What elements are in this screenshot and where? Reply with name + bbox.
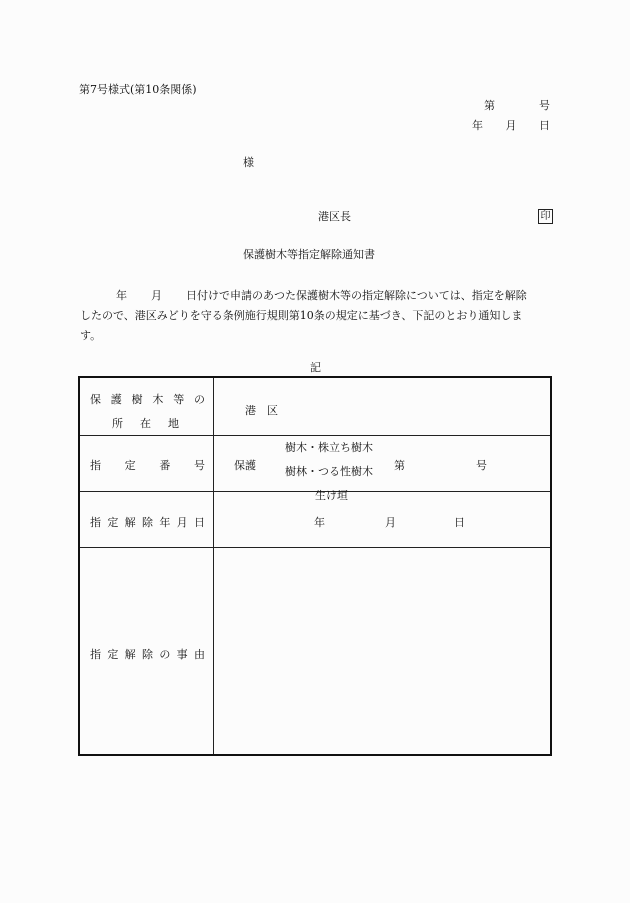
document-title: 保護樹木等指定解除通知書 (243, 248, 375, 261)
issue-date-month: 月 (505, 119, 517, 132)
body-text-line3: す。 (80, 329, 102, 342)
option-hedge: 生け垣 (315, 489, 348, 502)
release-reason-value[interactable] (220, 554, 540, 744)
designation-dai: 第 (394, 459, 405, 472)
issue-date-day: 日 (539, 119, 550, 132)
location-value: 港 区 (245, 404, 278, 417)
option-tree: 樹木・株立ち樹木 (285, 441, 373, 454)
details-table (78, 376, 552, 756)
label-location (90, 391, 205, 431)
label-location-line1: 保 護 樹 木 等 の (90, 393, 205, 406)
release-date-day: 日 (454, 516, 465, 529)
doc-number (484, 100, 550, 111)
row-divider-1 (80, 435, 550, 436)
release-date-month: 月 (385, 516, 396, 529)
issue-date-year: 年 (472, 119, 483, 132)
ki-label: 記 (310, 361, 321, 374)
doc-number-suffix: 号 (539, 99, 550, 112)
label-location-line2: 所 在 地 (112, 417, 179, 430)
issuer: 港区長 (318, 210, 351, 223)
body-year: 年 (116, 289, 127, 302)
form-number: 第7号様式(第10条関係) (79, 83, 197, 96)
label-release-date: 指 定 解 除 年 月 日 (90, 516, 205, 529)
issue-date (472, 120, 550, 131)
seal-mark: 印 (538, 209, 553, 224)
body-text-line2: したので、港区みどりを守る条例施行規則第10条の規定に基づき、下記のとおり通知しま (80, 309, 523, 322)
protection-prefix: 保護 (234, 459, 256, 472)
body-text-line1: 日付けで申請のあつた保護樹木等の指定解除については、指定を解除 (186, 289, 527, 302)
option-forest: 樹林・つる性樹木 (285, 465, 373, 478)
row-divider-3 (80, 547, 550, 548)
designation-go: 号 (476, 459, 487, 472)
body-month: 月 (151, 289, 162, 302)
protection-type-options (285, 439, 373, 503)
label-release-reason: 指 定 解 除 の 事 由 (90, 648, 205, 661)
body-paragraph (80, 286, 556, 346)
addressee-suffix: 様 (243, 156, 254, 169)
label-designation-number: 指 定 番 号 (90, 459, 205, 472)
release-date-year: 年 (314, 516, 325, 529)
doc-number-prefix: 第 (484, 99, 495, 112)
